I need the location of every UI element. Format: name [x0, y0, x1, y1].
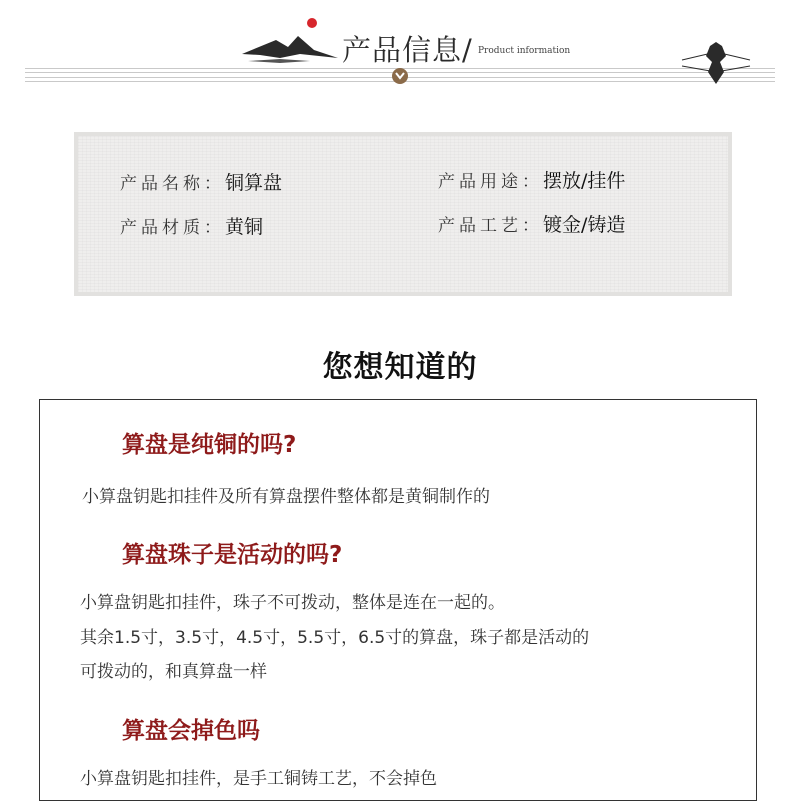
- faq-answer-2-line-3: 可拨动的，和真算盘一样: [80, 662, 267, 682]
- ink-mountain-icon: [240, 14, 340, 66]
- faq-question-2: 算盘珠子是活动的吗?: [122, 542, 343, 568]
- section-title: 产品信息/: [342, 33, 473, 67]
- faq-answer-2-line-2: 其余1.5寸，3.5寸，4.5寸，5.5寸，6.5寸的算盘，珠子都是活动的: [80, 628, 590, 648]
- material-label: 产品材质：: [120, 218, 225, 238]
- name-value: 铜算盘: [225, 172, 283, 194]
- section-header: [0, 0, 800, 100]
- product-info-panel: [74, 132, 732, 296]
- faq-box: [39, 399, 757, 801]
- chevron-down-icon: [392, 68, 408, 84]
- name-label: 产品名称：: [120, 174, 225, 194]
- use-value: 摆放/挂件: [543, 170, 626, 192]
- faq-answer-1-line-1: 小算盘钥匙扣挂件及所有算盘摆件整体都是黄铜制作的: [82, 487, 490, 507]
- faq-answer-2-line-1: 小算盘钥匙扣挂件，珠子不可拨动，整体是连在一起的。: [80, 593, 505, 613]
- info-row-use: [438, 166, 625, 193]
- ink-ornament-icon: [680, 40, 752, 86]
- use-label: 产品用途：: [438, 172, 543, 192]
- craft-value: 镀金/铸造: [543, 214, 626, 236]
- info-row-name: [120, 168, 282, 195]
- material-value: 黄铜: [225, 216, 264, 238]
- craft-label: 产品工艺：: [438, 216, 543, 236]
- faq-answer-3-line-1: 小算盘钥匙扣挂件，是手工铜铸工艺，不会掉色: [80, 769, 437, 789]
- section-subtitle: Product information: [478, 46, 571, 56]
- info-row-craft: [438, 210, 625, 237]
- faq-question-3: 算盘会掉色吗: [122, 718, 260, 744]
- info-row-material: [120, 212, 263, 239]
- faq-heading: 您想知道的: [322, 350, 478, 385]
- faq-question-1: 算盘是纯铜的吗?: [122, 432, 297, 458]
